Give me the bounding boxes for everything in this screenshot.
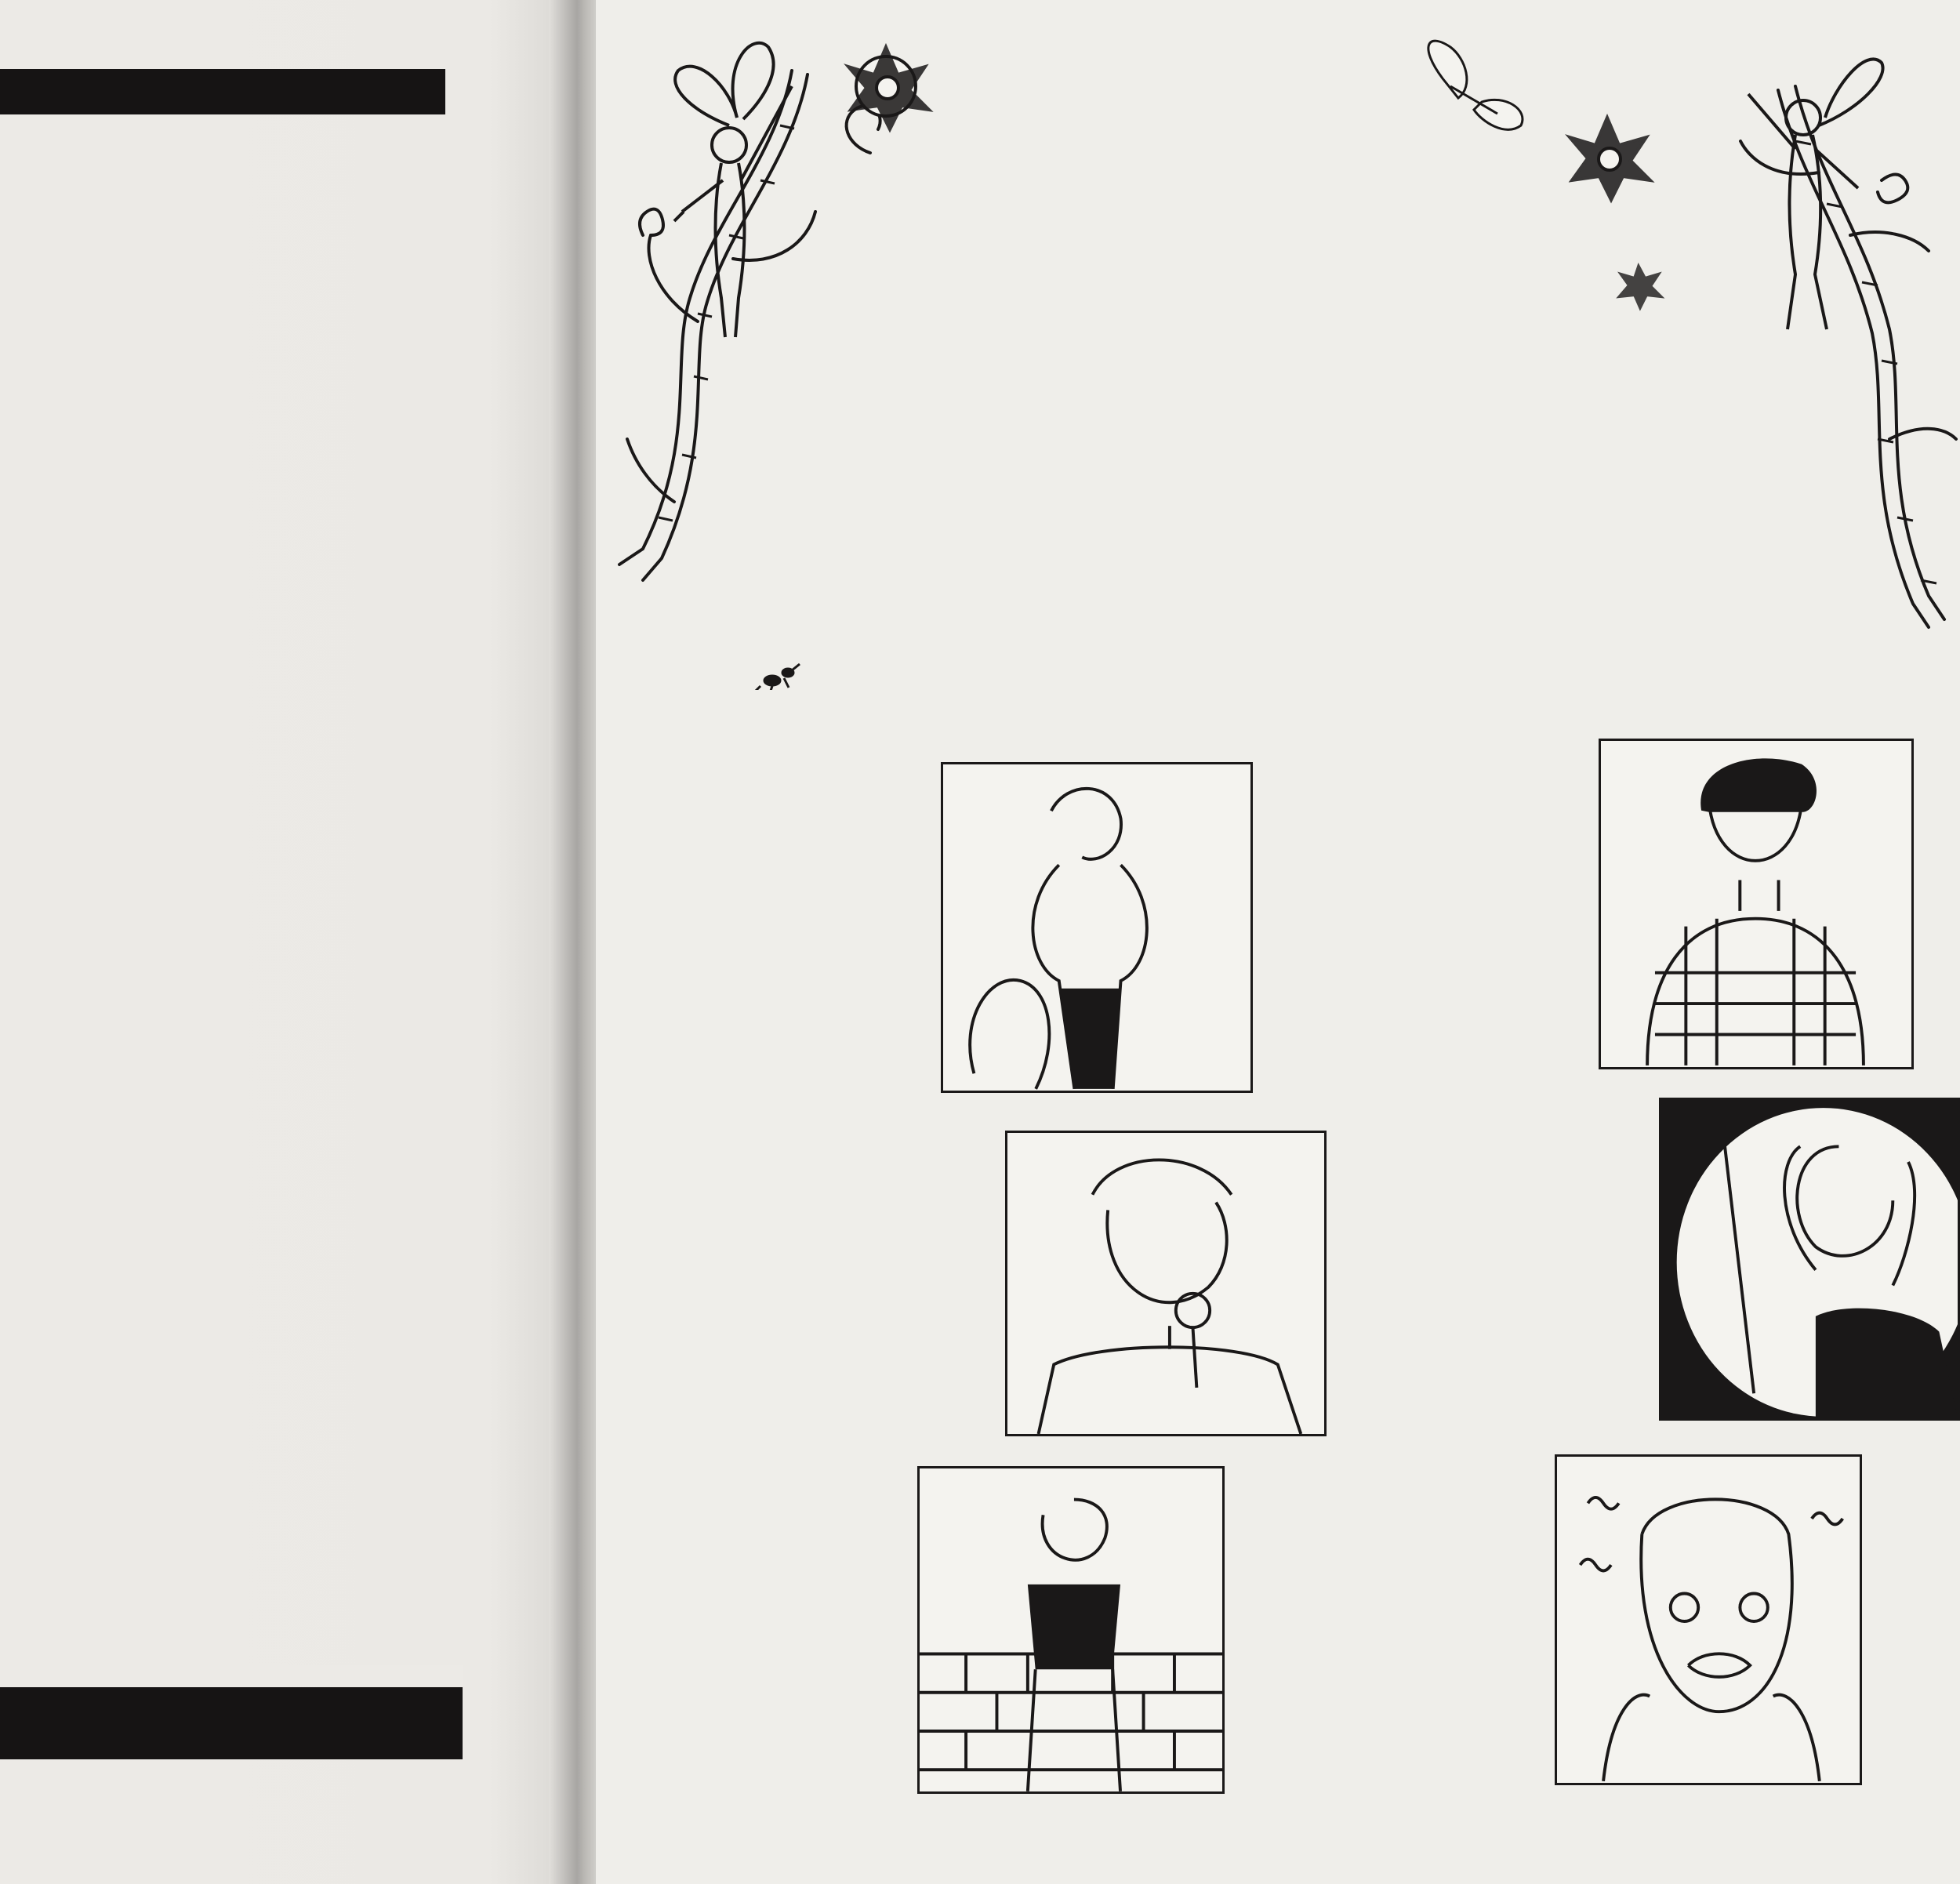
moth-illustration	[1428, 41, 1523, 129]
film-strip-sprockets-top	[0, 1665, 463, 1686]
entry-a	[604, 776, 839, 1011]
entry-e	[612, 1517, 847, 1752]
entry-f	[1250, 1501, 1564, 1737]
entry-d	[1305, 1156, 1635, 1392]
film-strip	[0, 1661, 463, 1786]
birch-bark-marks	[659, 125, 1936, 583]
panel-butch	[1599, 739, 1914, 1069]
flower-left	[848, 47, 929, 129]
entry-b	[1278, 776, 1592, 1011]
title-illustration	[596, 0, 1960, 690]
panel-chicken	[1005, 1131, 1327, 1436]
panel-faggot	[1555, 1454, 1862, 1785]
panel-attitude	[941, 762, 1253, 1093]
right-page	[596, 0, 1960, 1884]
header-bar	[0, 69, 445, 114]
flower-right	[1570, 118, 1661, 307]
film-strip-band	[0, 1687, 463, 1759]
panel-drag-queen	[1659, 1098, 1960, 1421]
left-branch	[619, 71, 792, 564]
entry-c	[643, 1164, 909, 1399]
ant-illustration	[753, 664, 800, 690]
panel-easy	[917, 1466, 1225, 1794]
left-page	[0, 0, 576, 1884]
birch-vines	[619, 71, 1956, 627]
